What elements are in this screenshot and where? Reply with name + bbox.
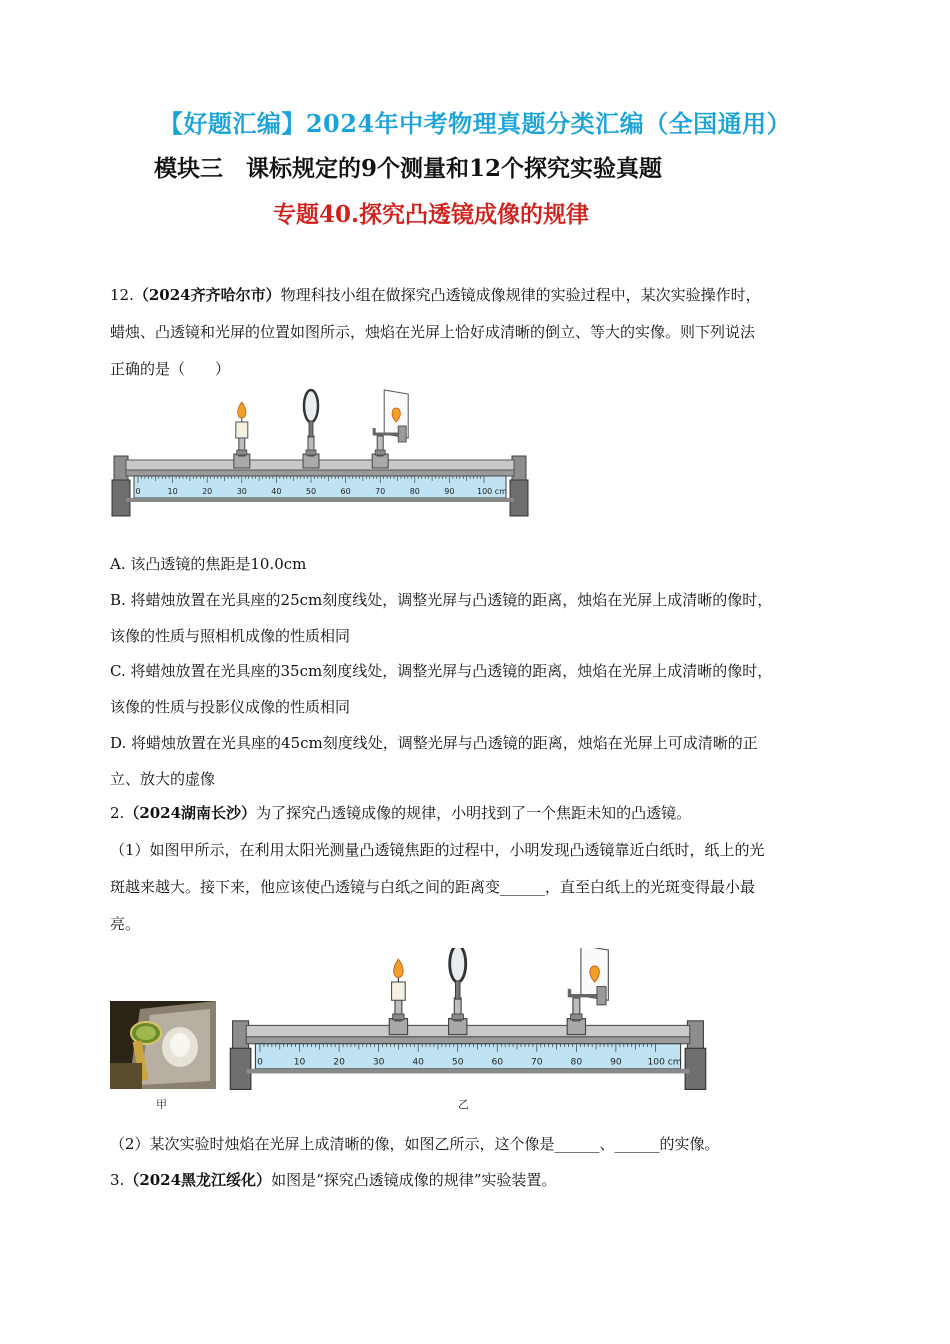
caption-jia: 甲 (156, 1098, 167, 1111)
topic-title: 专题40.探究凸透镜成像的规律 (272, 201, 589, 228)
q3-stem (110, 1170, 556, 1190)
candle-holder-clamp (393, 1014, 404, 1020)
convex-lens (304, 390, 318, 422)
optical-bench-figure-2 (228, 948, 708, 1094)
q12-source: （2024齐齐哈尔市） (133, 286, 281, 304)
optical-bench-figure-1 (110, 388, 530, 520)
convex-lens (450, 948, 466, 982)
bench-group (112, 390, 528, 516)
scale-label: 70 (375, 487, 386, 496)
q2-part1-line1: （1）如图甲所示，在利用太阳光测量凸透镜焦距的过程中，小明发现凸透镜靠近白纸时，纸上的光 (110, 841, 765, 859)
rail-bottom (246, 1069, 689, 1074)
q12-option-b-line1: B. 将蜡烛放置在光具座的25cm刻度线处，调整光屏与凸透镜的距离，烛焰在光屏上成清晰的像时， (110, 591, 773, 609)
q12-stem-line1 (110, 285, 761, 305)
scale-label: 80 (570, 1057, 583, 1068)
scale-label: 0 (257, 1057, 263, 1068)
lens-holder-clamp (452, 1014, 463, 1020)
lens-holder-clamp (306, 450, 316, 455)
candle (392, 982, 406, 1000)
scale-label: 0 (135, 487, 141, 496)
caption-yi: 乙 (458, 1098, 469, 1111)
q3-number: 3. (110, 1171, 125, 1189)
scale-label: 40 (271, 487, 282, 496)
screen-clip (597, 987, 606, 1005)
scale-label: 10 (167, 487, 178, 496)
q12-option-d-line1: D. 将蜡烛放置在光具座的45cm刻度线处，调整光屏与凸透镜的距离，烛焰在光屏上可成清晰的正 (110, 734, 758, 752)
q3-source: （2024黑龙江绥化） (124, 1171, 272, 1189)
module-title: 模块三 课标规定的9个测量和12个探究实验真题 (154, 155, 663, 182)
rail-top (126, 460, 514, 470)
scale-label: 10 (293, 1057, 306, 1068)
scale-label: 50 (305, 487, 317, 496)
document-title: 【好题汇编】2024年中考物理真题分类汇编（全国通用） (158, 109, 792, 138)
q12-option-a: A. 该凸透镜的焦距是10.0cm (110, 555, 307, 573)
q2-stem-text: 为了探究凸透镜成像的规律，小明找到了一个焦距未知的凸透镜。 (256, 804, 692, 822)
scale-label: 100 cm (476, 487, 508, 496)
candle-flame (238, 402, 246, 418)
scale-label: 70 (530, 1057, 543, 1068)
rail-groove (126, 470, 514, 476)
screen-clip (398, 426, 406, 442)
q12-stem-line3: 正确的是（ ） (110, 360, 231, 378)
q3-stem-text: 如图是“探究凸透镜成像的规律”实验装置。 (271, 1171, 557, 1189)
q2-number: 2. (110, 804, 125, 822)
q12-option-c-line1: C. 将蜡烛放置在光具座的35cm刻度线处，调整光屏与凸透镜的距离，烛焰在光屏上成清晰的像时， (110, 662, 773, 680)
q12-stem: 物理科技小组在做探究凸透镜成像规律的实验过程中，某次实验操作时， (280, 286, 761, 304)
scale-label: 20 (202, 487, 213, 496)
candle-holder-clamp (237, 450, 247, 455)
screen-holder-clamp (571, 1014, 582, 1020)
scale-label: 30 (372, 1057, 385, 1068)
scale-label: 40 (412, 1057, 424, 1068)
q12-option-c-line2: 该像的性质与投影仪成像的性质相同 (110, 698, 351, 716)
rail-groove (246, 1037, 689, 1044)
q2-part1-line2: 斑越来越大。接下来，他应该使凸透镜与白纸之间的距离变______，直至白纸上的光斑变得最小最 (110, 878, 756, 896)
candle-flame (394, 959, 403, 977)
scale-label: 30 (236, 487, 247, 496)
rail-top (246, 1025, 689, 1036)
candle (236, 422, 248, 438)
q2-part1-line3: 亮。 (110, 915, 141, 933)
sunlight-lens-photo (110, 1001, 216, 1089)
q12-number: 12. (110, 286, 134, 304)
lens-stem (455, 981, 460, 999)
screen-holder-clamp (375, 450, 385, 455)
scale-label: 60 (340, 487, 351, 496)
q12-option-d-line2: 立、放大的虚像 (110, 770, 216, 788)
q12-stem-line2: 蜡烛、凸透镜和光屏的位置如图所示，烛焰在光屏上恰好成清晰的倒立、等大的实像。则下列说法 (110, 323, 756, 341)
scale-label: 90 (610, 1057, 622, 1068)
q2-part2: （2）某次实验时烛焰在光屏上成清晰的像，如图乙所示，这个像是______、______的实像。 (110, 1135, 720, 1153)
q12-option-b-line2: 该像的性质与照相机成像的性质相同 (110, 627, 351, 645)
scale-label: 60 (491, 1057, 504, 1068)
q2-source: （2024湖南长沙） (124, 804, 257, 822)
bench-group (230, 948, 705, 1089)
rail-bottom (126, 498, 514, 502)
scale-label: 80 (409, 487, 420, 496)
scale-label: 50 (451, 1057, 464, 1068)
scale-label: 90 (444, 487, 455, 496)
q2-stem (110, 803, 691, 823)
lens-stem (309, 421, 313, 437)
scale-label: 20 (333, 1057, 345, 1068)
scale-label: 100 cm (647, 1057, 682, 1068)
